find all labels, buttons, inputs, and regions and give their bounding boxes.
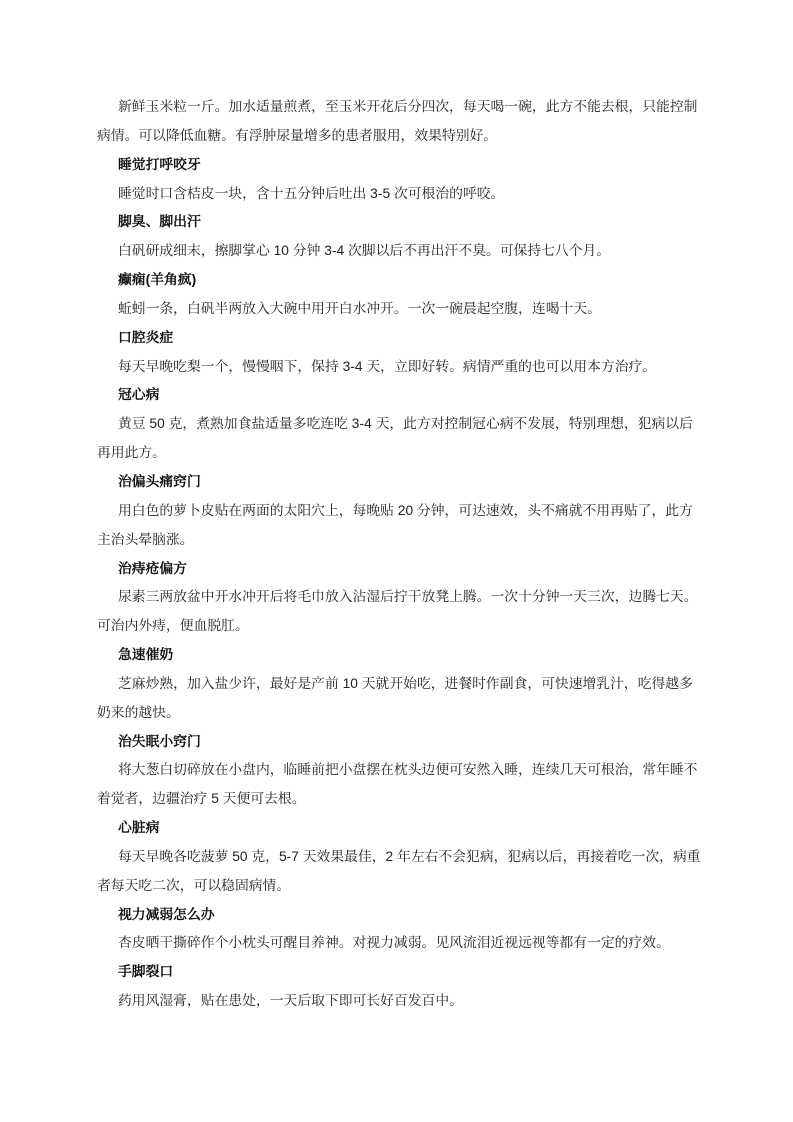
remedy-section — [97, 208, 702, 266]
paragraph-line: 奶来的越快。 — [97, 704, 180, 720]
paragraph-line: 尿素三两放盆中开水冲开后将毛巾放入沾湿后拧干放凳上腾。一次十分钟一天三次，边腾七天。 — [118, 589, 698, 605]
paragraph-line: 黄豆 50 克，煮熟加食盐适量多吃连吃 3-4 天，此方对控制冠心病不发展，特别理想，犯病以后 — [118, 416, 693, 432]
section-heading: 治失眠小窍门 — [118, 733, 201, 749]
section-heading: 睡觉打呼咬牙 — [118, 156, 201, 172]
remedy-section — [97, 266, 702, 324]
paragraph-line: 可治内外痔，便血脱肛。 — [97, 618, 249, 634]
paragraph-line: 每天早晚吃梨一个，慢慢咽下，保持 3-4 天，立即好转。病情严重的也可以用本方治疗。 — [118, 358, 657, 374]
section-heading: 口腔炎症 — [118, 329, 174, 345]
section-heading: 脚臭、脚出汗 — [118, 214, 201, 230]
section-heading: 治偏头痛窍门 — [118, 473, 201, 489]
section-heading: 视力减弱怎么办 — [118, 906, 215, 922]
paragraph-line: 主治头晕脑涨。 — [97, 531, 194, 547]
paragraph-line: 药用风湿膏，贴在患处，一天后取下即可长好百发百中。 — [118, 993, 463, 1009]
paragraph-line: 睡觉时口含桔皮一块，含十五分钟后吐出 3-5 次可根治的呼咬。 — [118, 185, 505, 201]
paragraph-line: 蚯蚓一条，白矾半两放入大碗中用开白水冲开。一次一碗晨起空腹，连喝十天。 — [118, 300, 601, 316]
paragraph-line: 者每天吃二次，可以稳固病情。 — [97, 877, 291, 893]
paragraph-line: 新鲜玉米粒一斤。加水适量煎煮，至玉米开花后分四次，每天喝一碗，此方不能去根，只能控制 — [118, 99, 698, 114]
remedy-section — [97, 324, 702, 382]
remedy-section — [97, 555, 702, 642]
paragraph-line: 将大葱白切碎放在小盘内，临睡前把小盘摆在枕头边便可安然入睡，连续几天可根治，常年睡不 — [118, 762, 698, 778]
remedy-section — [97, 814, 702, 901]
remedy-section — [97, 93, 702, 151]
paragraph-line: 白矾研成细末，擦脚掌心 10 分钟 3-4 次脚以后不再出汗不臭。可保持七八个月。 — [118, 243, 611, 259]
paragraph-line: 着觉者，边疆治疗 5 天便可去根。 — [97, 791, 306, 807]
paragraph-line: 杏皮晒干撕碎作个小枕头可醒目养神。对视力减弱。见风流泪近视远视等都有一定的疗效。 — [118, 935, 670, 951]
section-heading: 手脚裂口 — [118, 964, 174, 980]
remedy-section — [97, 901, 702, 959]
document-body — [97, 93, 702, 1016]
paragraph-line: 用白色的萝卜皮贴在两面的太阳穴上，每晚贴 20 分钟，可达速效，头不痛就不用再贴了，此方 — [118, 502, 693, 518]
remedy-section — [97, 468, 702, 555]
paragraph-line: 芝麻炒熟，加入盐少许，最好是产前 10 天就开始吃，进餐时作副食，可快速增乳汁，吃得越多 — [118, 675, 693, 691]
paragraph-line: 再用此方。 — [97, 445, 166, 461]
section-heading: 治痔疮偏方 — [118, 560, 187, 576]
remedy-section — [97, 151, 702, 209]
section-heading: 心脏病 — [118, 820, 160, 836]
remedy-section — [97, 728, 702, 815]
paragraph-line: 病情。可以降低血糖。有浮肿尿量增多的患者服用，效果特别好。 — [97, 127, 498, 143]
remedy-section — [97, 641, 702, 728]
paragraph-line: 每天早晚各吃菠萝 50 克，5-7 天效果最佳，2 年左右不会犯病，犯病以后，再接着吃一次，病重 — [118, 848, 701, 864]
remedy-section — [97, 381, 702, 468]
section-heading: 急速催奶 — [118, 647, 174, 663]
section-heading: 癫痫(羊角疯) — [118, 272, 197, 288]
remedy-section — [97, 958, 702, 1016]
section-heading: 冠心病 — [118, 387, 160, 403]
